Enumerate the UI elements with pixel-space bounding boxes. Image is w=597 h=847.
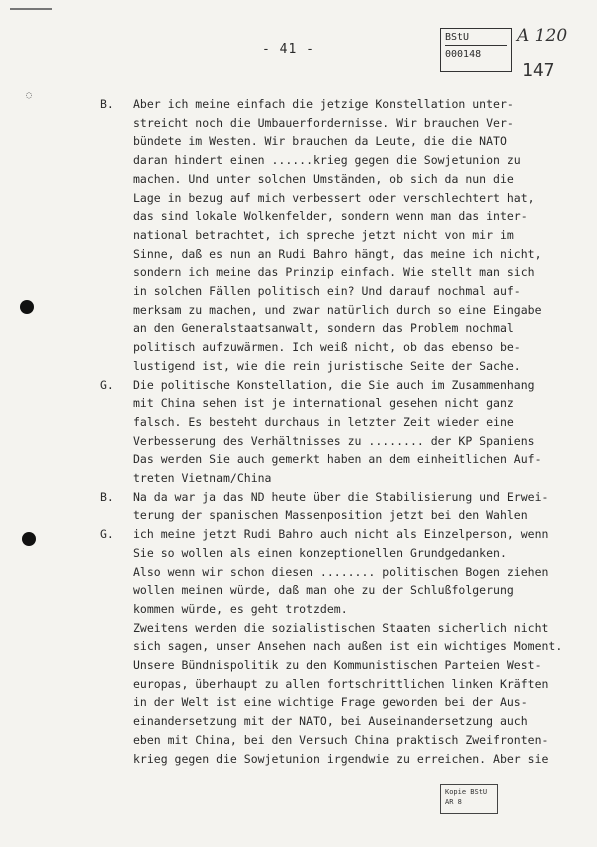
speaker-label: G.	[100, 527, 114, 542]
text-line: eben mit China, bei den Versuch China praktisch Zweifronten-	[133, 732, 549, 747]
page-number: - 41 -	[262, 42, 315, 57]
speaker-label: G.	[100, 377, 114, 392]
text-line: Verbesserung des Verhältnisses zu ........ der KP Spaniens	[133, 433, 535, 448]
text-line: falsch. Es besteht durchaus in letzter Zeit wieder eine	[133, 414, 514, 429]
corner-mark	[10, 8, 52, 10]
text-line: Die politische Konstellation, die Sie auch im Zusammenhang	[133, 377, 535, 392]
punch-hole-icon	[20, 300, 34, 314]
text-line: das sind lokale Wolkenfelder, sondern wenn man das inter-	[133, 209, 528, 224]
text-line: machen. Und unter solchen Umständen, ob sich da nun die	[133, 171, 514, 186]
text-line: daran hindert einen ......krieg gegen die Sowjetunion zu	[133, 153, 521, 168]
text-line: politisch aufzuwärmen. Ich weiß nicht, ob das ebenso be-	[133, 340, 521, 355]
typed-page-number: 147	[522, 60, 555, 81]
text-line: national betrachtet, ich spreche jetzt nicht von mir im	[133, 227, 514, 242]
text-line: mit China sehen ist je international gesehen nicht ganz	[133, 396, 514, 411]
text-line: an den Generalstaatsanwalt, sondern das Problem nochmal	[133, 321, 514, 336]
text-line: Sinne, daß es nun an Rudi Bahro hängt, das meine ich nicht,	[133, 246, 542, 261]
copy-stamp-line2: AR 8	[445, 798, 462, 806]
stamp-label: BStU	[445, 31, 507, 46]
punch-hole-icon	[22, 532, 36, 546]
text-line: Unsere Bündnispolitik zu den Kommunistischen Parteien West-	[133, 658, 542, 672]
text-line: Aber ich meine einfach die jetzige Konstellation unter-	[133, 97, 514, 111]
text-line: wollen meinen würde, daß man ohe zu der Schlußfolgerung	[133, 583, 514, 598]
text-line: Lage in bezug auf mich verbessert oder verschlechtert hat,	[133, 190, 535, 205]
speaker-label: B.	[100, 97, 114, 111]
text-line: treten Vietnam/China	[133, 471, 272, 485]
text-line: europas, überhaupt zu allen fortschrittlichen linken Kräften	[133, 676, 549, 691]
text-line: sich sagen, unser Ansehen nach außen ist ein wichtiges Moment.	[133, 639, 563, 654]
text-line: Zweitens werden die sozialistischen Staaten sicherlich nicht	[133, 620, 549, 635]
speaker-label: B.	[100, 489, 114, 504]
text-line: terung der spanischen Massenposition jetzt bei den Wahlen	[133, 508, 528, 523]
text-line: streicht noch die Umbauerfordernisse. Wir brauchen Ver-	[133, 115, 514, 130]
margin-mark: ◌	[26, 90, 33, 101]
text-line: Das werden Sie auch gemerkt haben an dem einheitlichen Auf-	[133, 452, 542, 467]
text-line: in solchen Fällen politisch ein? Und darauf nochmal auf-	[133, 284, 521, 298]
text-line: in der Welt ist eine wichtige Frage geworden bei der Aus-	[133, 695, 528, 710]
text-line: sondern ich meine das Prinzip einfach. Wie stellt man sich	[133, 265, 535, 280]
archive-stamp	[440, 28, 512, 72]
copy-stamp-line1: Kopie BStU	[445, 788, 488, 796]
text-line: Sie so wollen als einen konzeptionellen Grundgedanken.	[133, 545, 507, 560]
text-line: ich meine jetzt Rudi Bahro auch nicht als Einzelperson, wenn	[133, 527, 549, 542]
text-line: merksam zu machen, und zwar natürlich durch so eine Eingabe	[133, 302, 542, 317]
text-line: lustigend ist, wie die rein juristische Seite der Sache.	[133, 358, 521, 373]
text-line: kommen würde, es geht trotzdem.	[133, 601, 348, 616]
copy-stamp	[440, 784, 498, 814]
handwritten-number: A 120	[517, 26, 568, 46]
stamp-number: 000148	[445, 49, 482, 60]
text-line: einandersetzung mit der NATO, bei Auseinandersetzung auch	[133, 714, 528, 729]
text-line: krieg gegen die Sowjetunion irgendwie zu erreichen. Aber sie	[133, 751, 549, 766]
text-line: bündete im Westen. Wir brauchen da Leute, die die NATO	[133, 134, 507, 149]
text-line: Also wenn wir schon diesen ........ politischen Bogen ziehen	[133, 564, 549, 579]
text-line: Na da war ja das ND heute über die Stabilisierung und Erwei-	[133, 489, 549, 504]
